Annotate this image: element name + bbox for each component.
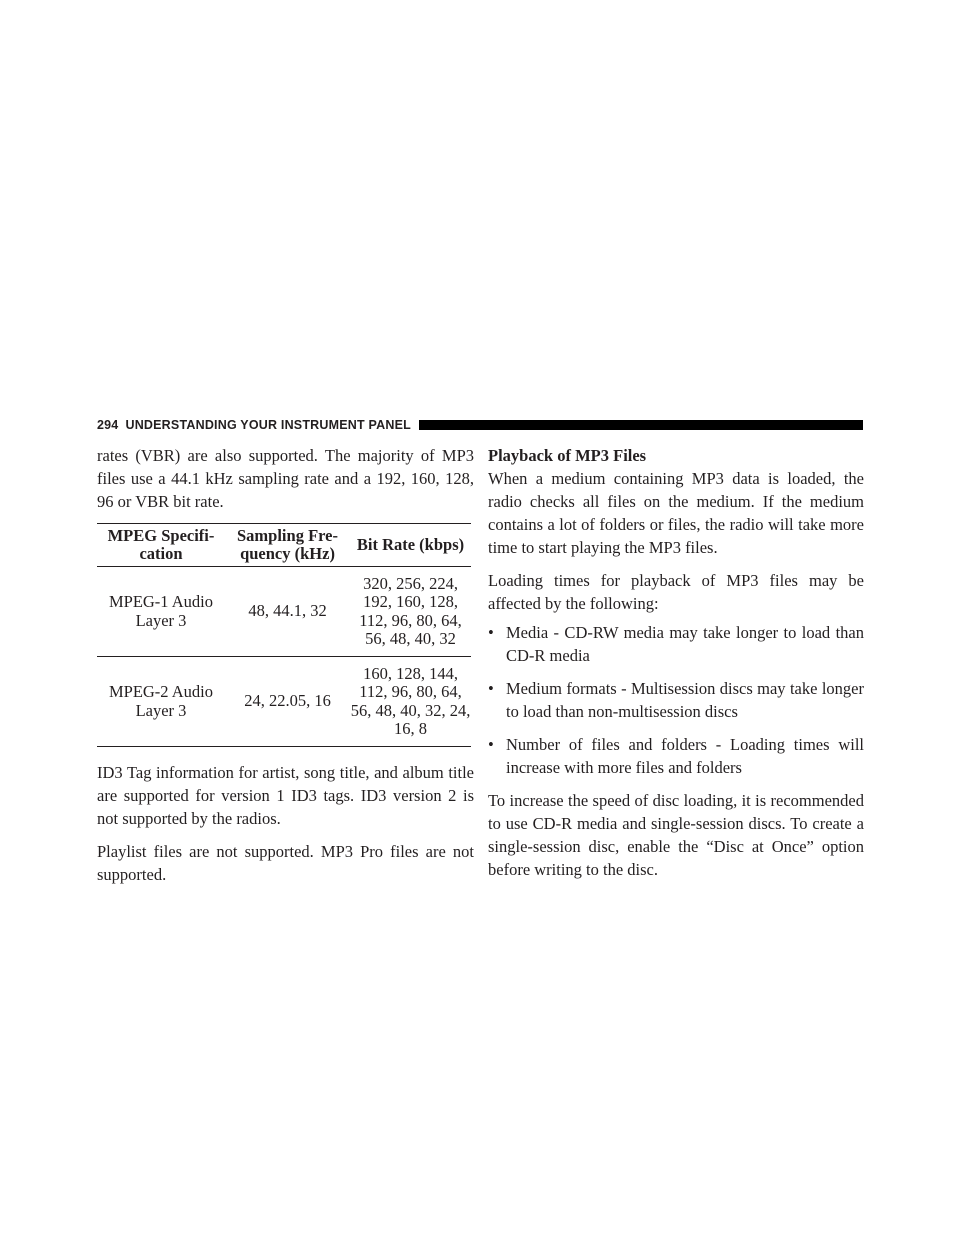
list-item (488, 733, 864, 779)
loading-paragraph: Loading times for playback of MP3 files may be affected by the following: (488, 571, 864, 613)
table-cell (225, 567, 350, 657)
bullet-text: Medium formats - Multisession discs may take longer to load than non-multisession discs (506, 679, 864, 721)
bullet-text: Media - CD-RW media may take longer to load than CD-R media (506, 623, 864, 665)
mp3-format-table (97, 523, 471, 747)
table-header-cell (225, 524, 350, 567)
bullet-text: Number of files and folders - Loading times will increase with more files and folders (506, 735, 864, 777)
header-mpeg-spec: MPEG Specifi- cation (107, 525, 215, 563)
table-cell (97, 657, 225, 747)
table-cell (350, 657, 471, 747)
table-header-cell (350, 524, 471, 567)
cell-mpeg2-sampling: 24, 22.05, 16 (244, 691, 331, 711)
table-header-row (97, 524, 471, 567)
bullet-icon: • (488, 679, 494, 698)
right-column (488, 444, 864, 891)
id3-paragraph: ID3 Tag information for artist, song title, and album title are supported for version 1 ID3 tags. ID3 version 2 is not supported by the radios. (97, 763, 474, 828)
increase-speed-paragraph: To increase the speed of disc loading, it is recommended to use CD-R media and single-session discs. To create a single-session disc, enable the “Disc at Once” option before writing to the disc. (488, 791, 864, 879)
cell-mpeg1-sampling: 48, 44.1, 32 (248, 601, 327, 621)
section-title: UNDERSTANDING YOUR INSTRUMENT PANEL (125, 418, 411, 432)
playlist-paragraph: Playlist files are not supported. MP3 Pro files are not supported. (97, 842, 474, 884)
intro-paragraph: rates (VBR) are also supported. The majority of MP3 files use a 44.1 kHz sampling rate and a 192, 160, 128, 96 or VBR bit rate. (97, 446, 474, 511)
cell-mpeg2-spec: MPEG-2 Audio Layer 3 (108, 682, 214, 720)
list-item (488, 621, 864, 667)
table-row (97, 657, 471, 747)
table-cell (97, 567, 225, 657)
page-number: 294 (97, 418, 119, 432)
left-column (97, 444, 474, 896)
loaded-paragraph: When a medium containing MP3 data is loaded, the radio checks all files on the medium. If the medium contains a lot of folders or files, the radio will take more time to start playing the MP3 files. (488, 469, 864, 557)
bullet-icon: • (488, 735, 494, 754)
table-cell (225, 657, 350, 747)
loading-factors-list (488, 621, 864, 779)
table-header-cell (97, 524, 225, 567)
header-bit-rate: Bit Rate (kbps) (356, 534, 465, 554)
header-rule (419, 420, 863, 430)
header-sampling-frequency: Sampling Fre- quency (kHz) (237, 525, 338, 563)
table-row (97, 567, 471, 657)
cell-mpeg1-spec: MPEG-1 Audio Layer 3 (108, 592, 214, 630)
bullet-icon: • (488, 623, 494, 642)
table-cell (350, 567, 471, 657)
page-header (97, 416, 863, 434)
section-heading: Playback of MP3 Files (488, 446, 647, 465)
cell-mpeg1-bitrate: 320, 256, 224, 192, 160, 128, 112, 96, 80, 64, 56, 48, 40, 32 (359, 573, 462, 648)
cell-mpeg2-bitrate: 160, 128, 144, 112, 96, 80, 64, 56, 48, 40, 32, 24, 16, 8 (350, 663, 471, 738)
list-item (488, 677, 864, 723)
